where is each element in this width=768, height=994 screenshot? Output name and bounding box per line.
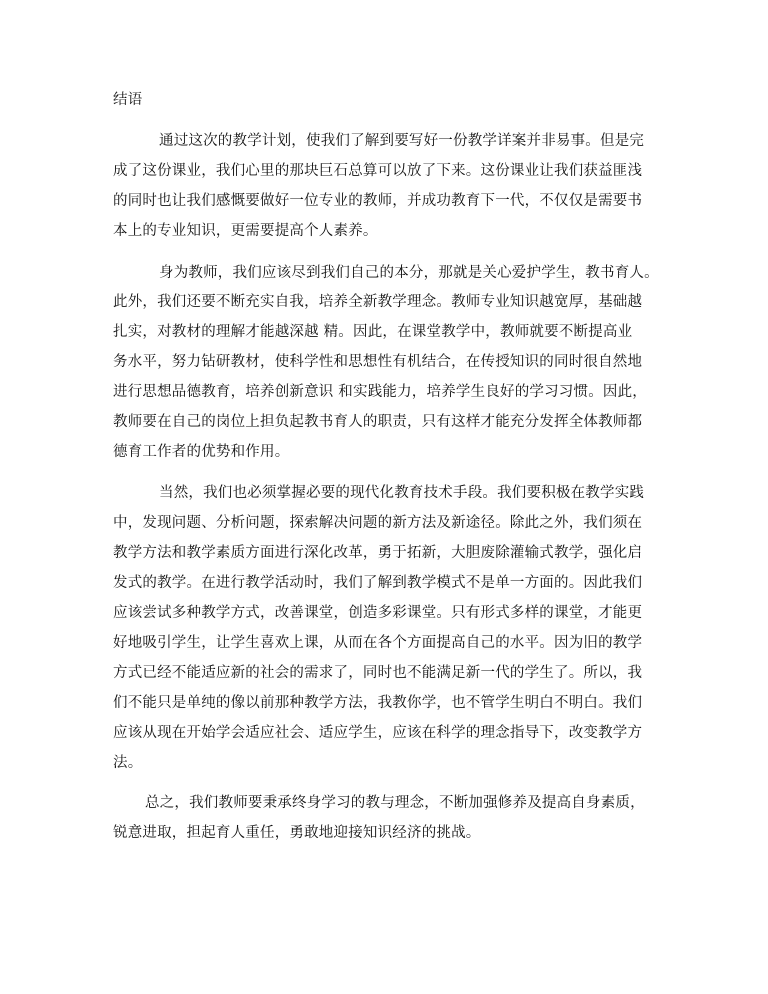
paragraph-line: 成了这份课业，我们心里的那块巨石总算可以放了下来。这份课业让我们获益匪浅 — [113, 163, 643, 179]
paragraph-line: 当然，我们也必须掌握必要的现代化教育技术手段。我们要积极在教学实践 — [159, 485, 645, 501]
paragraph-line: 进行思想品德教育，培养创新意识 和实践能力，培养学生良好的学习习惯。因此， — [113, 384, 648, 400]
paragraph-line: 们不能只是单纯的像以前那种教学方法，我教你学，也不管学生明白不明白。我们 — [113, 695, 643, 711]
paragraph-line: 教师要在自己的岗位上担负起教书育人的职责，只有这样才能充分发挥全体教师都 — [113, 414, 643, 430]
paragraph-line: 身为教师，我们应该尽到我们自己的本分，那就是关心爱护学生，教书育人。 — [159, 265, 659, 281]
paragraph-line: 此外，我们还要不断充实自我，培养全新教学理念。教师专业知识越宽厚，基础越 — [113, 294, 643, 310]
paragraph-line: 应该尝试多种教学方式，改善课堂，创造多彩课堂。只有形式多样的课堂，才能更 — [113, 605, 643, 621]
paragraph-line: 教学方法和教学素质方面进行深化改革，勇于拓新，大胆废除灌输式教学，强化启 — [113, 545, 643, 561]
paragraph-line: 通过这次的教学计划，使我们了解到要写好一份教学详案并非易事。但是完 — [159, 133, 645, 149]
paragraph-line: 的同时也让我们感慨要做好一位专业的教师，并成功教育下一代，不仅仅是需要书 — [113, 193, 643, 209]
paragraph-line: 德育工作者的优势和作用。 — [113, 444, 290, 460]
paragraph-line: 好地吸引学生，让学生喜欢上课，从而在各个方面提高自己的水平。因为旧的教学 — [113, 635, 643, 651]
paragraph-line: 应该从现在开始学会适应社会、适应学生，应该在科学的理念指导下，改变教学方 — [113, 725, 643, 741]
paragraph-line: 发式的教学。在进行教学活动时，我们了解到教学模式不是单一方面的。因此我们 — [113, 575, 643, 591]
document-heading: 结语 — [113, 92, 143, 108]
paragraph-line: 总之，我们教师要秉承终身学习的教与理念，不断加强修养及提高自身素质， — [145, 795, 645, 811]
paragraph-line: 务水平，努力钻研教材，使科学性和思想性有机结合，在传授知识的同时很自然地 — [113, 354, 643, 370]
paragraph-line: 锐意进取，担起育人重任，勇敢地迎接知识经济的挑战。 — [113, 825, 481, 841]
paragraph-line: 法。 — [113, 755, 143, 771]
paragraph-line: 方式已经不能适应新的社会的需求了，同时也不能满足新一代的学生了。所以，我 — [113, 665, 643, 681]
paragraph-line: 中，发现问题、分析问题，探索解决问题的新方法及新途径。除此之外，我们须在 — [113, 515, 643, 531]
paragraph-line: 扎实，对教材的理解才能越深越 精。因此，在课堂教学中，教师就要不断提高业 — [113, 324, 633, 340]
paragraph-line: 本上的专业知识，更需要提高个人素养。 — [113, 223, 378, 239]
